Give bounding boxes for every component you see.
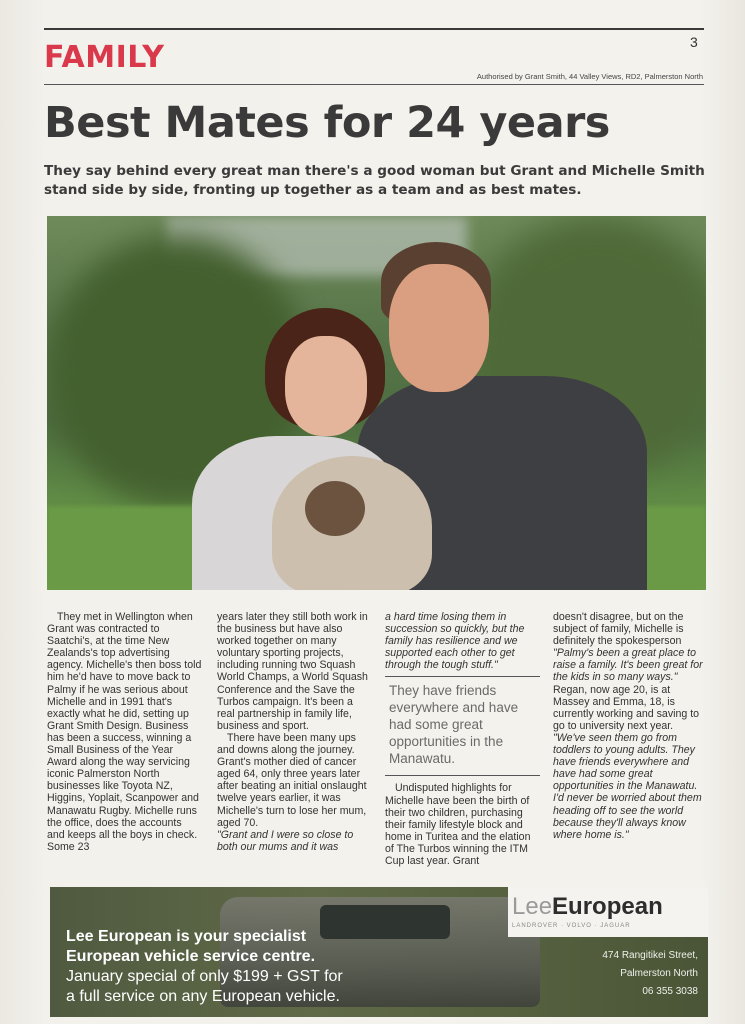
logo-text-light: Lee xyxy=(512,893,553,920)
advert-line: Lee European is your specialist xyxy=(66,928,307,945)
article-paragraph: They met in Wellington when Grant was contracted to Saatchi's, at the time New Zealands's top advertising agency. Michelle's then boss told him he'd have to move back to Palmy if he was serious about Michelle and in 1991 that's exactly what he did, setting up Grant Smith Design. Business has been a success, winning a Small Business of the Year Award along the way servicing iconic Palmerston North businesses like Toyota NZ, Higgins, Yoplait, Scanpower and Manawatu Rugby. Michelle runs the office, does the accounts and keeps all the boys in check. Some 23 xyxy=(47,611,202,853)
header-divider xyxy=(44,84,704,85)
article-paragraph: Undisputed highlights for Michelle have been the birth of their two children, purchasing their family lifestyle block and home in Turitea and the elation of The Turbos winning the ITM Cup last year. Grant xyxy=(385,782,531,868)
photo-man-face xyxy=(389,264,489,392)
advert-street: 474 Rangitikei Street, xyxy=(602,950,698,961)
photo-dog-face xyxy=(305,481,365,536)
advert-line: January special of only $199 + GST for xyxy=(66,968,343,985)
article-text: Regan, now age 20, is at Massey and Emma, 18, is currently working and saving to go to university next year. xyxy=(553,683,700,732)
top-rule xyxy=(44,28,704,30)
article-column-1 xyxy=(47,611,202,853)
lee-european-advert xyxy=(50,887,708,1017)
article-paragraph xyxy=(553,611,708,841)
article-quote: "Grant and I were so close to both our mums and it was xyxy=(217,828,354,853)
article-quote: a hard time losing them in succession so quickly, but the family has resilience and we supported each other to get through the tough stuff." xyxy=(385,611,525,672)
section-title: FAMILY xyxy=(44,40,165,75)
article-column-3 xyxy=(385,611,540,867)
pull-quote: They have friends everywhere and have had some great opportunities in the Manawatu. xyxy=(385,676,540,776)
article-column-2 xyxy=(217,611,372,853)
advert-line: European vehicle service centre. xyxy=(66,948,316,965)
advert-address xyxy=(602,947,698,1001)
article-paragraph: years later they still both work in the business but have also worked together on many voluntary sporting projects, including running two Squash World Champs, a World Squash Conference and the Save the Turbos campaign. It's been a real partnership in family life, business and sport. xyxy=(217,611,368,732)
logo-text-bold: European xyxy=(552,893,663,920)
article-quote: "Palmy's been a great place to raise a family. It's been great for the kids in so many ways." xyxy=(553,647,703,684)
article-quote: "We've seen them go from toddlers to young adults. They have friends everywhere and have had some great opportunities in the Manawatu. I'd never be worried about them heading off to see the world because they'll always know where home is." xyxy=(553,731,702,841)
advert-line: a full service on any European vehicle. xyxy=(66,988,340,1005)
headline: Best Mates for 24 years xyxy=(44,98,610,148)
advert-phone: 06 355 3038 xyxy=(642,986,698,997)
advert-copy xyxy=(66,927,406,1007)
advert-logo-brands: LANDROVER · VOLVO · JAGUAR xyxy=(512,923,631,929)
page-number: 3 xyxy=(690,34,698,50)
advert-logo xyxy=(512,893,663,921)
article-column-4 xyxy=(553,611,708,841)
authorisation-statement: Authorised by Grant Smith, 44 Valley Views, RD2, Palmerston North xyxy=(476,72,703,81)
couple-photo xyxy=(47,216,706,590)
article-paragraph: There have been many ups and downs along the journey. Grant's mother died of cancer aged 64, only three years later after beating an initial onslaught twelve years earlier, it was Michelle's turn to lose her mum, aged 70. xyxy=(217,731,367,829)
standfirst: They say behind every great man there's a good woman but Grant and Michelle Smith stand side by side, fronting up together as a team and as best mates. xyxy=(44,163,705,198)
photo-woman-face xyxy=(285,336,367,436)
advert-city: Palmerston North xyxy=(620,968,698,979)
article-text: doesn't disagree, but on the subject of family, Michelle is definitely the spokesperson xyxy=(553,611,684,648)
article-body xyxy=(47,611,707,876)
